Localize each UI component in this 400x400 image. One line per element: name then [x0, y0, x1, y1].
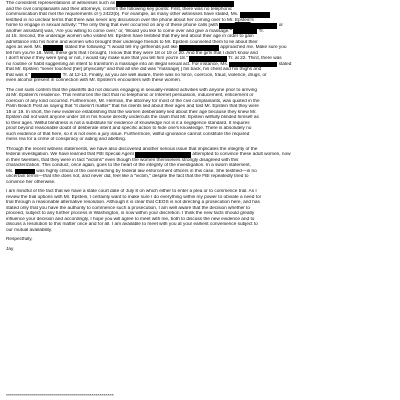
- text-span: stated the following: "I would tell my girlfriends just like: [63, 45, 179, 50]
- paragraph-trial-options: [6, 189, 394, 233]
- text-line: The civil suits confirm that the plaintiffs did not discuss engaging in sexually-related activities with anyone prior to arriving: [6, 87, 258, 93]
- text-line: mens rea for a crime of conspiracy or aiding and abetting.: [6, 137, 127, 142]
- text-span: admittance into his home and women who brought their underage friends to Mr. Epstein counseled them to lie about their: [6, 39, 258, 45]
- text-line: at Mr. Epstein's residence. This reinforces the fact that no telephonic or Internet persuasion, inducement, enticement or: [6, 93, 254, 98]
- text-span: that Mr. Epstein "never touched [her] physically" and that all she did was "massage[ ] his back, his chest and his thighs and: [6, 67, 262, 72]
- text-span: at 15. Second, the underage women who visited Mr. Epstein have testified that they lied about their age in order to gain: [6, 34, 254, 39]
- text-span: ages as well. Ms.: [6, 45, 44, 50]
- paragraph-federal-investigation: [6, 147, 394, 186]
- text-line: our mutual availability.: [6, 227, 53, 233]
- signature-name: Jay: [6, 246, 14, 252]
- text-line: coercion of any kind occurred. Furthermore, Mr. Herman, the attorney for most of the civil complainants, was quoted in the: [6, 98, 260, 104]
- text-span: even alcohol present in connection with Mr. Epstein's encounters with these women.: [6, 78, 182, 83]
- text-line: Palm Beach Post as saying that "it doesn't matter" that his clients lied about their ages and told Mr. Epstein that they were: [6, 104, 259, 109]
- text-line: [6, 78, 394, 84]
- text-span: Ms.: [6, 168, 15, 174]
- text-line: Epstein did not want anyone under 18 in his house directly undercuts the claim that Mr. Epstein willfully blinded himself as: [6, 115, 259, 120]
- text-span: communication that met the requirements of § 2422(b). For example, as many other witnesses have stated, Ms.: [6, 12, 240, 17]
- text-line: review the trial options with Mr. Epstein, I certainly want to make sure I do everything within my power to obviate a need for: [6, 194, 262, 200]
- text-span: Tr. at 12-13. Finally, as you are well aware, there was no force, coercion, fraud, violence, drugs, or: [61, 72, 267, 78]
- text-span: attempted to convince these adult women, now: [191, 152, 291, 157]
- text-span: testified in no unclear terms that there was never any discussion over the phone about her coming over to Mr.: [6, 17, 235, 23]
- text-span: characterization. This conduct, once again, goes to the heart of the integrity of the investigation. In a sworn statement,: [6, 163, 251, 168]
- text-span: uncertain terms—that she does not, and never did, feel like a "victim," despite the fact that the FBI repeatedly tried to: [6, 174, 249, 179]
- text-span: Through the recent witness statements, we have also discovered another serious issue that implicates the integrity of the: [6, 146, 258, 152]
- text-line: proof beyond reasonable doubt of deliberate intent and specific action to hide one's knowledge. There is absolutely no: [6, 126, 252, 131]
- text-line: discuss a resolution to this matter once and for all. I am available to meet with you at your earliest convenience subject to: [6, 222, 258, 227]
- text-line: trial through a reasonable alternative resolution. Although it is clear that CEOS is not directing a prosecution here, and has: [6, 200, 260, 205]
- text-line: stated only that you have the authority to commence such a prosecution, I am well aware that the decision whether to: [6, 205, 251, 211]
- text-span: approached me. Make sure you: [218, 45, 287, 50]
- text-span: was highly critical of the overreaching by federal law enforcement officers in this case. She testified—in no: [34, 168, 257, 174]
- text-span: home to engage in sexual activity: "The only thing that ever occurred on any of these phone calls [with: [6, 23, 220, 28]
- text-line: proceed, subject to any further process in Washington, is now within your discretion. I think the new facts should greatly: [6, 211, 255, 216]
- text-span: no routine or habit suggesting an intent to transform a massage into an illegal sexual act. For instance, Ms.: [6, 61, 230, 67]
- text-span: I don't know if they were lying or not, I would say make sure that you tell him you're 18.": [6, 56, 190, 61]
- text-span: federal investigation. We have learned that FBI Special Agent: [6, 152, 136, 157]
- text-line: such evidence of that here, so it is not even a jury issue. Furthermore, willful ignorance cannot constitute the required: [6, 131, 250, 137]
- text-span: and the civil complainants and their attorneys, confirm the following key points: First, there was no telephonic: [6, 6, 233, 12]
- text-span: or: [277, 23, 283, 28]
- text-line: to their ages. Willful blindness is not a substitute for evidence of knowledge nor is it a negligence standard. It requires: [6, 120, 250, 126]
- footer-separator: ******************************************************: [6, 394, 114, 399]
- text-span: in their twenties, that they were in fact "victims" even though the women themselves strongly disagreed with this: [6, 157, 239, 163]
- text-line: I am mindful of the fact that we have a state court date of July 8 on which either to enter a plea or to commence trial. As I: [6, 189, 257, 194]
- text-span: tell him you're 18. Well, these girls that I brought, I know that they were 18 or 19 or 20. And the girls that I didn't know and: [6, 50, 258, 56]
- text-span: Tr. at 22. Third, there was: [227, 56, 282, 61]
- text-line: 18 or 19. In short, the new evidence establishing that the women deliberately lied about their age because they knew Mr.: [6, 109, 257, 115]
- text-span: The consistent representations of witnesses such as: [6, 1, 117, 6]
- text-line: influence your decision and accordingly, I hope you will agree to meet with me, both to discuss the new evidence and to: [6, 216, 255, 222]
- text-span: convince her otherwise.: [6, 179, 56, 185]
- text-span: another assistant] was, 'Are you willing to come over,' or, 'Would you like to come over and give a massage.'": [6, 28, 234, 34]
- text-span: stated: [277, 61, 292, 67]
- text-span: 's: [250, 17, 254, 23]
- text-span: Tr.: [257, 28, 264, 34]
- paragraph-witness-representations: [6, 1, 394, 84]
- paragraph-civil-suits: [6, 88, 394, 143]
- text-line: [6, 180, 394, 186]
- underlined-name: Epstein: [234, 17, 251, 23]
- text-span: that was it.": [6, 72, 32, 78]
- closing-salutation: Respectfully,: [6, 237, 33, 242]
